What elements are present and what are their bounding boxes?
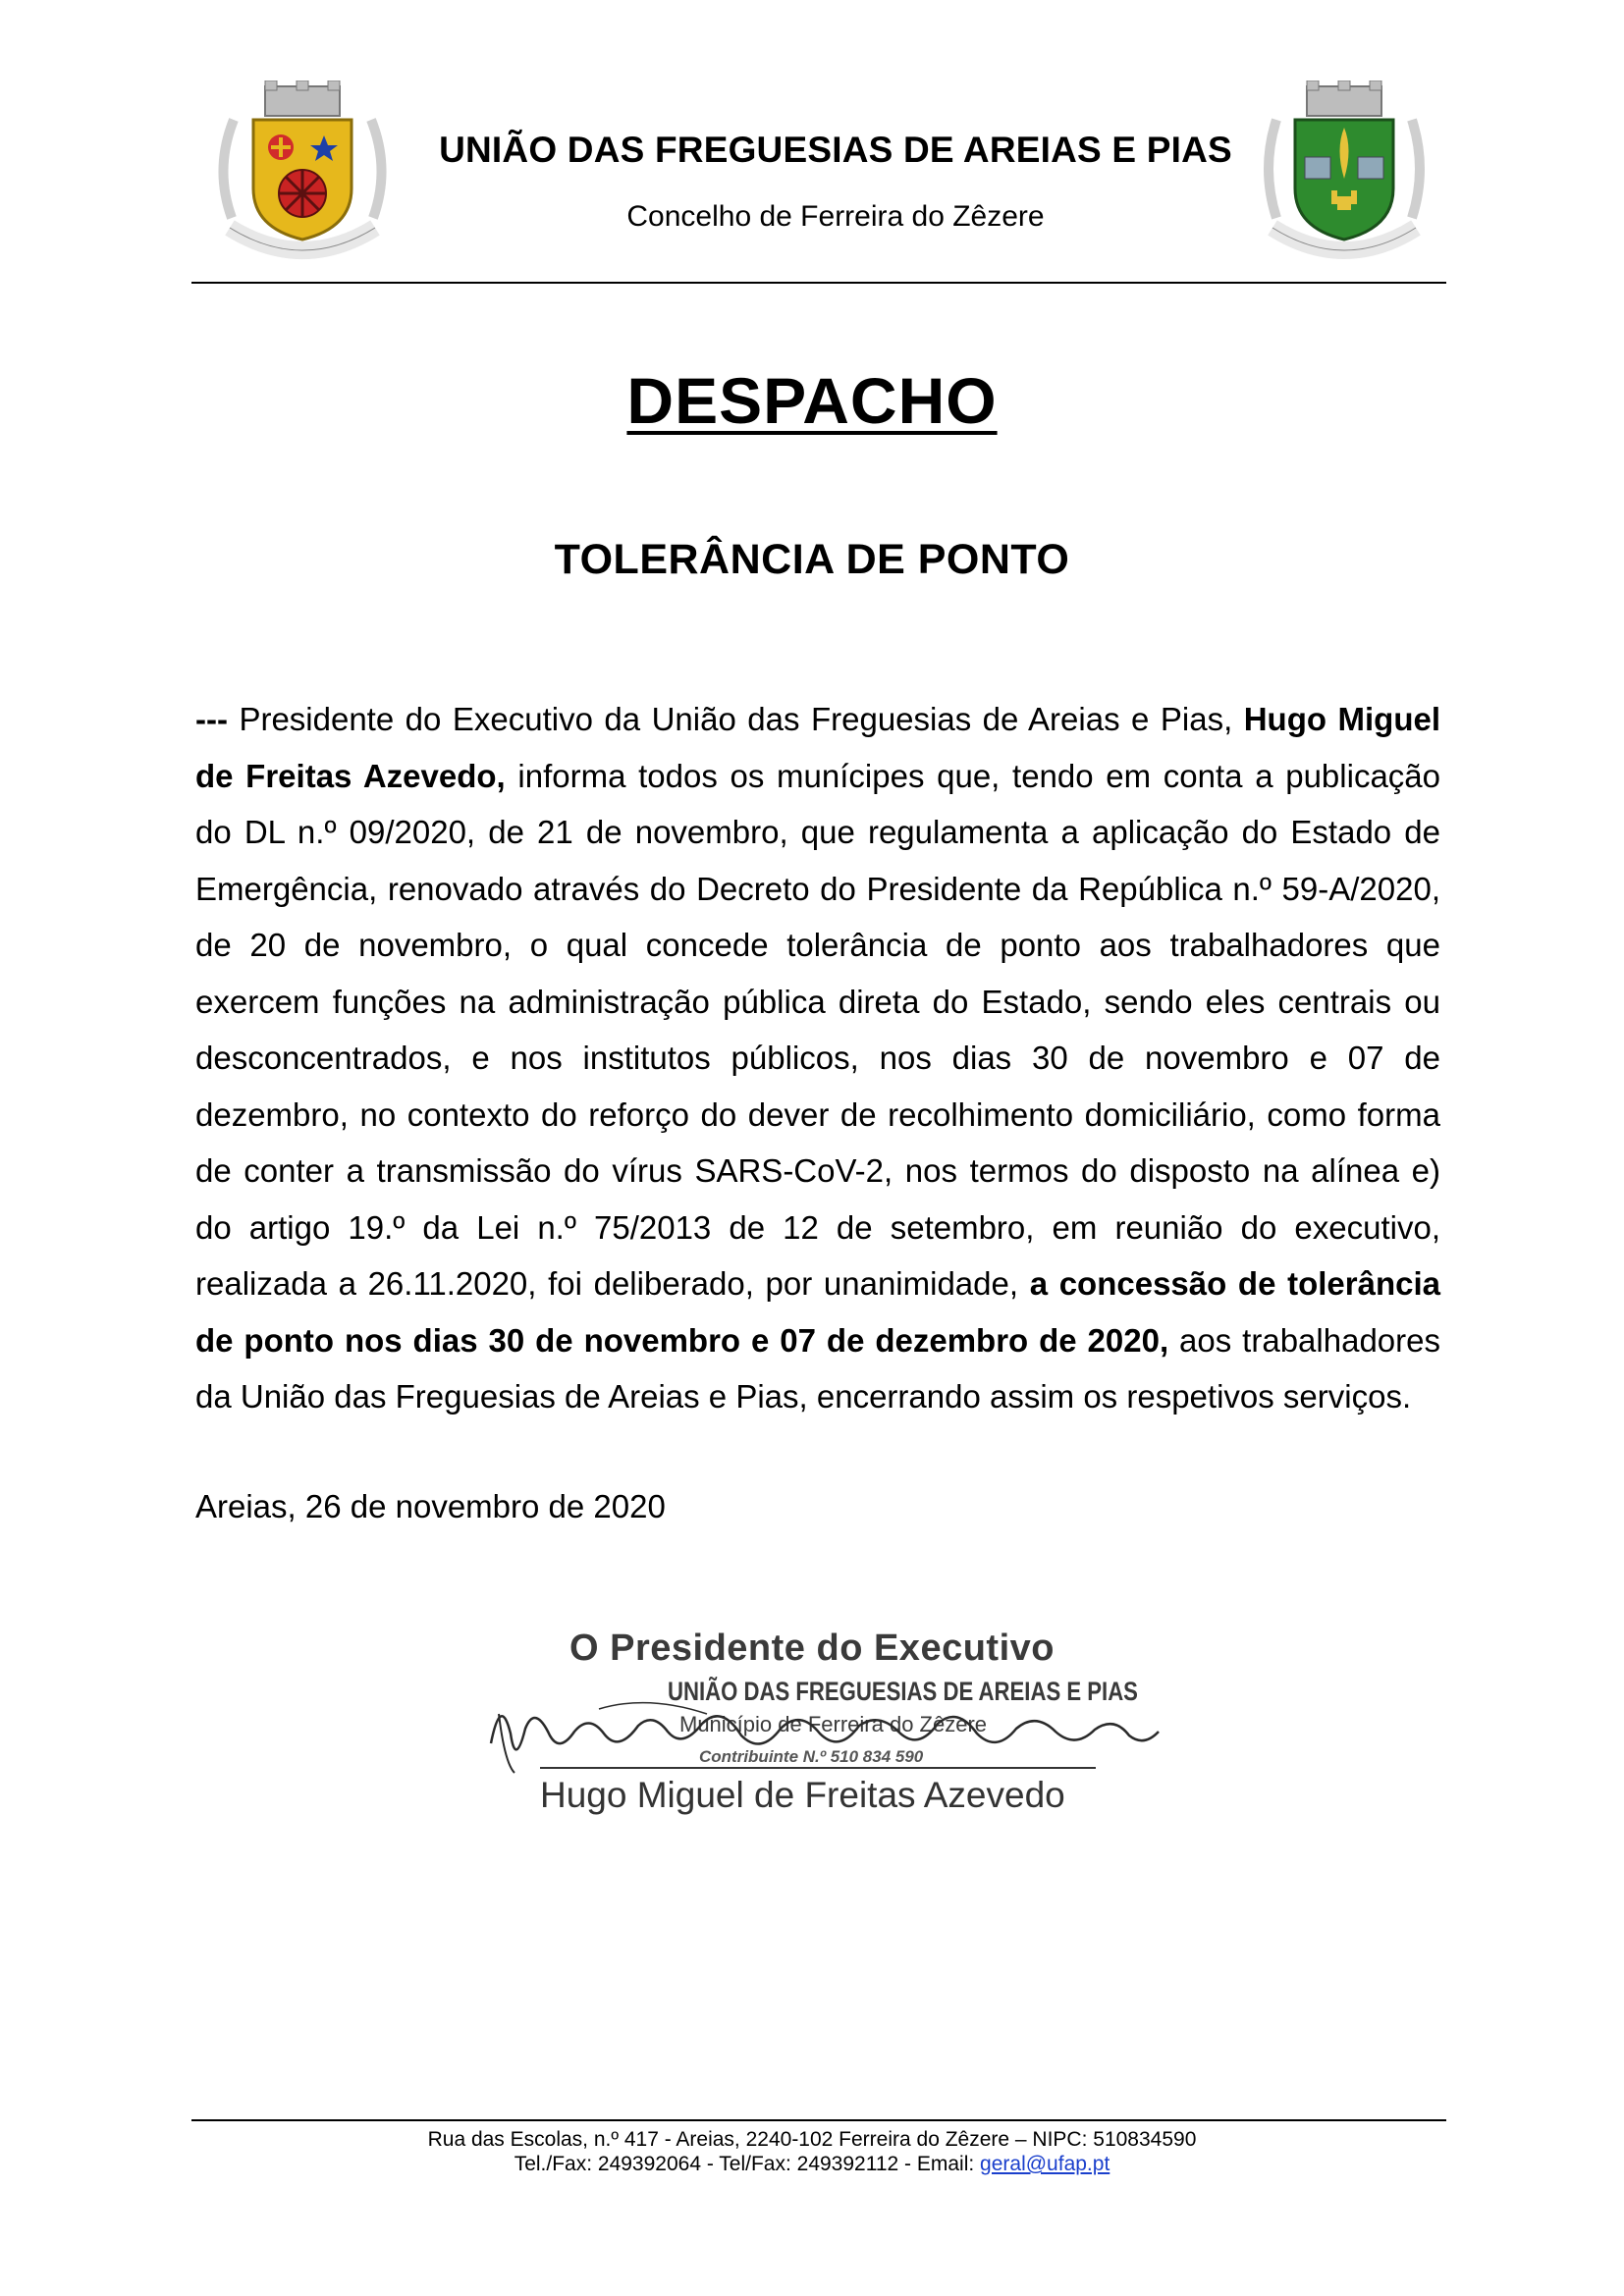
footer-divider: [191, 2119, 1446, 2121]
decision-bold: a concessão de tolerância de ponto nos dias 30 de novembro e 07 de dezembro de 2020,: [195, 1265, 1440, 1359]
areias-crest-logo: [214, 80, 391, 267]
stamp-line-3: Contribuinte N.º 510 834 590: [699, 1747, 924, 1766]
pias-crest-logo: [1263, 80, 1426, 267]
footer-phone-fax: Tel./Fax: 249392064 - Tel/Fax: 249392112 - Email:: [514, 2153, 981, 2175]
document-subtitle: TOLERÂNCIA DE PONTO: [554, 536, 1070, 583]
body-dashes: ---: [195, 701, 228, 737]
organization-name: UNIÃO DAS FREGUESIAS DE AREIAS E PIAS: [439, 130, 1232, 170]
stamp-line-1: UNIÃO DAS FREGUESIAS DE AREIAS E PIAS: [668, 1677, 1138, 1706]
body-text-c: aos trabalhadores da União das Freguesias de Areias e Pias, encerrando assim os respetivos serviços.: [195, 1321, 1440, 1415]
signature-line: [540, 1767, 1096, 1769]
stamp-line-2: Município de Ferreira do Zêzere: [679, 1712, 988, 1736]
signature-role: O Presidente do Executivo: [569, 1628, 1055, 1669]
body-text-a: Presidente do Executivo da União das Freguesias de Areias e Pias,: [227, 701, 1244, 737]
body-text-b: informa todos os munícipes que, tendo em conta a publicação do DL n.º 09/2020, de 21 de novembro, que regulamenta a aplicação do Estado de Emergência, renovado através do Decreto do Presidente da República n.º 59-A/2020, de 20 de novembro, o qual concede tolerância de ponto aos trabalhadores que exercem funções na administração pública direta do Estado, sendo eles centrais ou desconcentrados, e nos institutos públicos, nos dias 30 de novembro e 07 de dezembro, no contexto do reforço do dever de recolhimento domiciliário, como forma de conter a transmissão do vírus SARS-CoV-2, nos termos do disposto na alínea e) do artigo 19.º da Lei n.º 75/2013 de 12 de setembro, em reunião do executivo, realizada a 26.11.2020, foi deliberado, por unanimidade,: [195, 757, 1441, 1302]
president-name-bold: Hugo Miguel de Freitas Azevedo,: [195, 701, 1440, 794]
footer-address: Rua das Escolas, n.º 417 - Areias, 2240-102 Ferreira do Zêzere – NIPC: 510834590: [427, 2128, 1197, 2151]
document-title: DESPACHO: [626, 364, 998, 437]
municipality-subtitle: Concelho de Ferreira do Zêzere: [626, 200, 1045, 233]
footer-email-link[interactable]: geral@ufap.pt: [980, 2153, 1110, 2175]
signatory-name: Hugo Miguel de Freitas Azevedo: [540, 1775, 1065, 1815]
header-divider: [191, 282, 1446, 284]
place-date: Areias, 26 de novembro de 2020: [195, 1488, 666, 1524]
footer-contacts: [0, 2153, 1624, 2176]
body-paragraph: [195, 691, 1440, 1425]
signature-block: [471, 1610, 1178, 1815]
